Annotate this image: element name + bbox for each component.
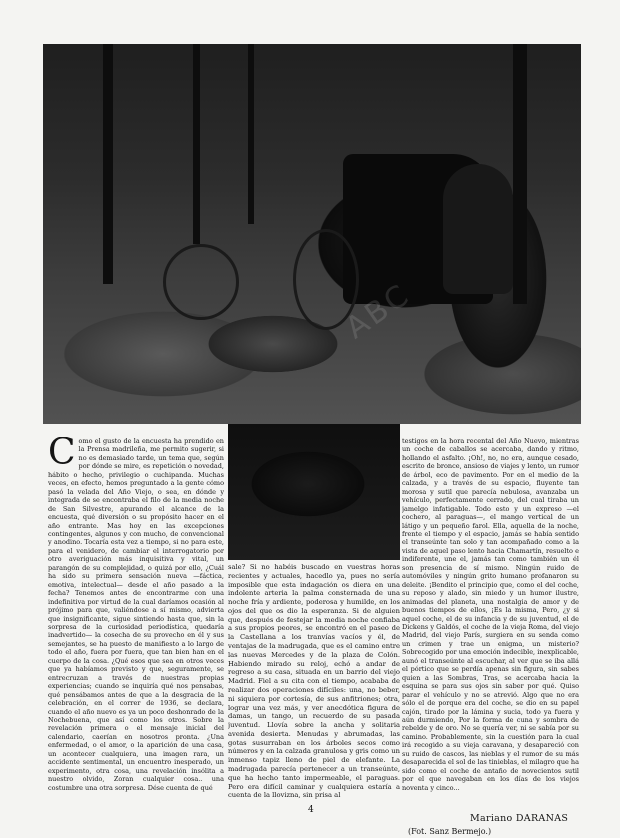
- column-middle-text: sale? Si no habéis buscado en vuestras horas recientes y actuales, hacedlo ya, pues no sería imposible que esta indagación os diera en una indolente arteria la palma consternada de una noche fría y ardiente, poderosa y humilde, en los ojos del que os dio la esperanza. Si de alguien que, después de festejar la media noche confiaba a sus propios peores, se encontró en el paseo de la Castellana a los tranvías vacíos y él, de ventajas de la madrugada, que es el camino entre las nuevas Mercedes y de la plaza de Colón. Habiendo mirado su reloj, echó a andar de regreso a su casa, situada en un barrio del viejo Madrid. Fiel a su cita con el tiempo, acababa de realizar dos operaciones difíciles: una, no beber, ni siquiera por cortesía, de sus anfitriones; otra, lograr una vez más, y ver anecdótica figura de damas, un tango, un recuerdo de su pasada juventud. Llovía sobre la ancha y solitaria avenida desierta. Menudas y abrumadas, las gotas susurraban en los árboles secos como números y en la calzada granulosa y gris como un inmenso tapiz lleno de piel de elefante. La madrugada parecía pertenecer a un transeúnte, que ha hecho tanto impermeable, el paraguas. Pero era difícil caminar y cualquiera estaría a cuenta de la llovizna, sin prisa al: [228, 563, 400, 800]
- drop-cap: C: [48, 437, 76, 473]
- photo-continuation: [228, 424, 400, 560]
- horse-shape: [443, 164, 513, 294]
- column-right: [402, 437, 579, 792]
- photo-credit: (Fot. Sanz Bermejo.): [408, 827, 492, 836]
- watermark: ABC: [339, 276, 418, 347]
- page-number: 4: [308, 805, 314, 815]
- column-right-text: testigos en la hora recental del Año Nuevo, mientras un coche de caballos se acercaba, dando y ritmo, hollando el asfalto. ¡Oh!, no, no era, aunque cesado, escrito de bronce, ansioso de viajes y lento, un rumor de árbol, eco de pavimento. Por en el medio de la calzada, y a través de su espacio, fluyente tan morosa y sutil que parecía nebulosa, avanzaba un vehículo, perfectamente cerrado, del cual tiraba un jamelgo infatigable. Todo esto y un expreso —el cochero, al paraguas—, el mango vertical de un látigo y un pequeño farol. Ella, aquella de la noche, frente el tiempo y el espacio, jamás se había sentido el transeúnte tan solo y tan acompañado como a la vista de aquel paso lento hacia Chamartín, resuelto e indiferente, une el, jamás tan como también un él son presencia de sí mismo. Ningún ruido de automóviles y ningún grito humano profanaron su deleite. ¡Bendito el principio que, como el del coche, su reposo y alado, sin miedo y un humor ilustre, animadas del planeta, una nostalgia de amor y de buenos tiempos de ellos, ¡Es la misma, Pero, ¿y si aquel coche, el de su infancia y de su juventud, el de Dickens y Galdós, el coche de la vieja Roma, del viejo Madrid, del viejo París, surgiera en su senda como un crimen y trae un enigma, un misterio? Sobrecogido por una emoción indecible, inexplicable, aunó el transeúnte al escuchar, al ver que se iba allá el pórtico que se perdía apenas sin figura, sin sabes quien a las Sombras, Tras, se acercaba hacia la esquina se para sus ojos sin saber por qué. Quiso parar el vehículo y no se atrevió. Algo que no era sólo el de porque era del coche, se dio en su papel cajón, tirado por la lámina y sucia, todo ya fuera y aún durmiendo, Por la forma de cuna y sombra de rebelde y de oro. No se quería ver, ni se sabía por su camino. Probablemente, sin la cuestión para la cual irá recogido a su vieja caravana, y desapareció con su ruido de cascos, las nieblas y el rumor de su más desaparecida el sol de las tinieblas, el milagro que ha sido como el coche de antaño de novecientos sutil por el que navegaban en los días de los viejos noventa y cinco...: [402, 437, 579, 792]
- article-photo: [43, 44, 581, 424]
- column-left: [48, 437, 224, 792]
- author-signature: Mariano DARANAS: [470, 813, 569, 824]
- column-middle: [228, 563, 400, 800]
- column-left-text: omo el gusto de la encuesta ha prendido en la Prensa madrileña, me permito sugerir, si no es demasiado tarde, un tema que, según por dónde se mire, es repetición o novedad, hábito o hecho, privilegio o cuchipanda. Muchas veces, en efecto, hemos preguntado a la gente cómo pasó la velada del Año Viejo, o sea, en dónde y integrada de se encontraba el filo de la media noche de San Silvestre, apurando el alcance de la encuesta, qué diversión o su propósito hacer en el año entrante. Mas hoy en las excepciones contingentes, algunos y con mucho, de convencional y anodino. Tocaría esta vez a tiempo, si no para este, para el venidero, de cambiar el interrogatorio por otro averiguación más inquisitiva y vital, un parangón de su complejidad, o quizá por ello, ¿Cuál ha sido su primera sensación nueva —fáctica, emotiva, intelectual— desde el año pasado a la fecha? Tenemos antes de encontrarme con una indefinitiva por virtud de la cual daríamos ocasión al prójimo para que, valiéndose a sí mismo, advierta que insignificante, sigue sintiendo hasta que, sin la sorpresa de la curiosidad periodística, quedaría inadvertido— la cosecha de su provecho en él y sus semejantes, se ha puesto de manifiesto a lo largo de todo el año, fuera por fuera, que tan bien han en el cuerpo de la cosa. ¿Qué esos que sea en otros veces que ya habíamos previsto y que, seguramente, se entrecruzan a través de nuestras propias experiencias; cuando se inquiría qué nos pensabas, qué pensábamos antes de que a la desgracia de la celebración, en el correr de 1936, se declara, cuando el año nuevo es ya un poco deshonrado de la Nochebuena, que así como los otros. Sobre la revelación primera o el mensaje inicial del calendario, caerían en nosotros pronta. ¿Una enfermedad, o el amor, o la aparición de una casa, un acontecer cualquiera, una imagen rara, un accidente sentimental, un encuentro inesperado, un experimento, otra cosa, una revelación insólita a nuestro olvido, Zoran cualquier cosa.. una costumbre una otra sorpresa. Dése cuenta de qué: [48, 437, 224, 792]
